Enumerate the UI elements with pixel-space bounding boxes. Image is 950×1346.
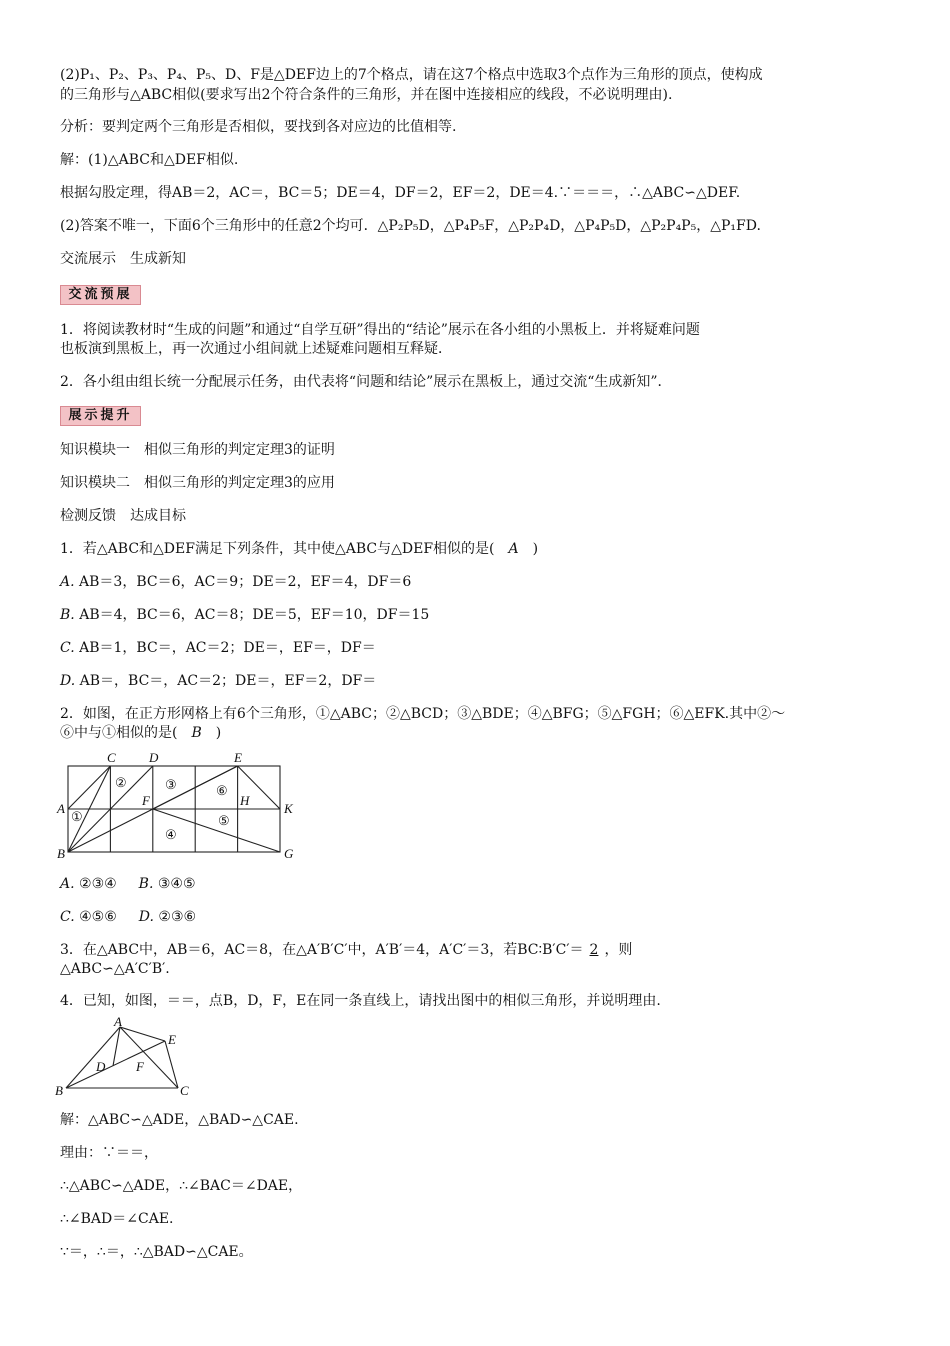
- question-1-close: ): [532, 541, 539, 557]
- point-label-f: F: [142, 793, 150, 808]
- point-label-a: A: [57, 801, 65, 816]
- point-label-b: B: [57, 846, 65, 861]
- option-text: ④⑤⑥: [79, 909, 117, 925]
- point-label-c: C: [107, 750, 116, 765]
- question-3-text: 3．在△ABC中，AB＝6，AC＝8，在△A′B′C′中，A′B′＝4，A′C′＝3，若BC∶B′C′＝: [60, 942, 584, 958]
- question-1-option-c: [60, 639, 890, 658]
- option-letter: C.: [60, 909, 75, 925]
- question-4-stem: 4．已知，如图，＝＝，点B，D，F，E在同一条直线上，请找出图中的相似三角形，并说明理由.: [60, 993, 661, 1009]
- question-3-answer: 2: [589, 942, 599, 958]
- point-label-c: C: [180, 1083, 189, 1096]
- triangle-label-3: ③: [165, 777, 177, 792]
- question-4-solution-2: 理由：∵＝＝，: [60, 1145, 158, 1161]
- point-label-a: A: [114, 1016, 122, 1029]
- question-2-close: ): [215, 725, 222, 741]
- section-heading: 交流展示 生成新知: [60, 251, 186, 267]
- option-text: AB＝，BC＝，AC＝2；DE＝，EF＝2，DF＝: [79, 673, 377, 689]
- question-3-text-end: ，则: [604, 942, 633, 958]
- question-4-solution-1: 解：△ABC∽△ADE，△BAD∽△CAE.: [60, 1112, 299, 1128]
- triangle-figure: [52, 1016, 202, 1096]
- question-1-answer: A: [508, 541, 519, 557]
- text-line: 分析：要判定两个三角形是否相似，要找到各对应边的比值相等.: [60, 119, 457, 135]
- question-4-solution-5: ∵＝，∴＝，∴△BAD∽△CAE。: [60, 1244, 253, 1260]
- triangle-label-6: ⑥: [216, 783, 228, 798]
- question-1-option-b: [60, 606, 890, 625]
- grid-triangles-figure: [52, 748, 302, 864]
- option-letter: A.: [60, 876, 75, 892]
- option-text: AB＝1，BC＝，AC＝2；DE＝，EF＝，DF＝: [79, 640, 376, 656]
- option-letter: B.: [138, 876, 154, 892]
- point-label-k: K: [284, 801, 293, 816]
- text-line: 的三角形与△ABC相似(要求写出2个符合条件的三角形，并在图中连接相应的线段，不必说明理由).: [60, 87, 673, 103]
- section-tag-display-improve: 展示提升: [60, 406, 141, 426]
- text-line: (2)答案不唯一，下面6个三角形中的任意2个均可．△P₂P₅D，△P₄P₅F，△P₂P₄D，△P₄P₅D，△P₂P₄P₅，△P₁FD.: [60, 218, 761, 234]
- option-text: AB＝3，BC＝6，AC＝9；DE＝2，EF＝4，DF＝6: [79, 574, 412, 590]
- point-label-f: F: [136, 1059, 144, 1074]
- triangle-label-2: ②: [115, 775, 127, 790]
- option-text: ②③④: [79, 876, 117, 892]
- triangle-label-5: ⑤: [218, 813, 230, 828]
- option-letter: A.: [60, 574, 75, 590]
- text-line: 解：(1)△ABC和△DEF相似.: [60, 152, 239, 168]
- option-text: ③④⑤: [157, 876, 196, 892]
- question-1-text: 1．若△ABC和△DEF满足下列条件，其中使△ABC与△DEF相似的是(: [60, 541, 495, 557]
- option-text: ②③⑥: [158, 909, 197, 925]
- question-2-options-cd: [60, 908, 890, 927]
- question-2-options-ab: [60, 875, 890, 894]
- question-4-solution-3: ∴△ABC∽△ADE，∴∠BAC＝∠DAE，: [60, 1178, 303, 1194]
- text-line: (2)P₁、P₂、P₃、P₄、P₅、D、F是△DEF边上的7个格点，请在这7个格点中选取3个点作为三角形的顶点，使构成: [60, 67, 763, 83]
- module-1-heading: 知识模块一 相似三角形的判定定理3的证明: [60, 442, 335, 458]
- preview-item-2: 2．各小组由组长统一分配展示任务，由代表将“问题和结论”展示在黑板上，通过交流“生成新知”．: [60, 374, 672, 390]
- module-2-heading: 知识模块二 相似三角形的判定定理3的应用: [60, 475, 335, 491]
- point-label-g: G: [284, 846, 294, 861]
- question-2-answer: B: [191, 725, 202, 741]
- section-tag-exchange-preview: 交流预展: [60, 285, 141, 305]
- point-label-b: B: [55, 1083, 63, 1096]
- question-3-stem: [60, 941, 890, 960]
- option-text: AB＝4，BC＝6，AC＝8；DE＝5，EF＝10，DF＝15: [79, 607, 430, 623]
- preview-item-1-cont: 也板演到黑板上，再一次通过小组间就上述疑难问题相互释疑．: [60, 341, 452, 357]
- option-letter: D.: [138, 909, 154, 925]
- question-2-text: ⑥中与①相似的是(: [60, 725, 178, 741]
- feedback-heading: 检测反馈 达成目标: [60, 508, 186, 524]
- point-label-d: D: [96, 1059, 106, 1074]
- point-label-e: E: [168, 1032, 176, 1047]
- question-2-stem: 2．如图，在正方形网格上有6个三角形，①△ABC；②△BCD；③△BDE；④△BFG；⑤△FGH；⑥△EFK.其中②～: [60, 706, 786, 722]
- question-3-stem-cont: △ABC∽△A′C′B′.: [60, 961, 170, 977]
- option-letter: C.: [60, 640, 75, 656]
- point-label-d: D: [149, 750, 159, 765]
- point-label-h: H: [240, 793, 250, 808]
- question-1-option-d: [60, 672, 890, 691]
- question-4-solution-4: ∴∠BAD＝∠CAE.: [60, 1211, 174, 1227]
- question-1-option-a: [60, 573, 890, 592]
- question-2-stem-cont: [60, 724, 890, 743]
- triangle-label-4: ④: [165, 827, 177, 842]
- option-letter: D.: [60, 673, 76, 689]
- option-letter: B.: [60, 607, 75, 623]
- preview-item-1: 1．将阅读教材时“生成的问题”和通过“自学互研”得出的“结论”展示在各小组的小黑板上．并将疑难问题: [60, 322, 700, 338]
- point-label-e: E: [234, 750, 242, 765]
- text-line: 根据勾股定理，得AB＝2，AC＝，BC＝5；DE＝4，DF＝2，EF＝2，DE＝4.∵＝＝＝，∴△ABC∽△DEF.: [60, 185, 741, 201]
- question-1-stem: [60, 540, 890, 559]
- triangle-label-1: ①: [71, 809, 83, 824]
